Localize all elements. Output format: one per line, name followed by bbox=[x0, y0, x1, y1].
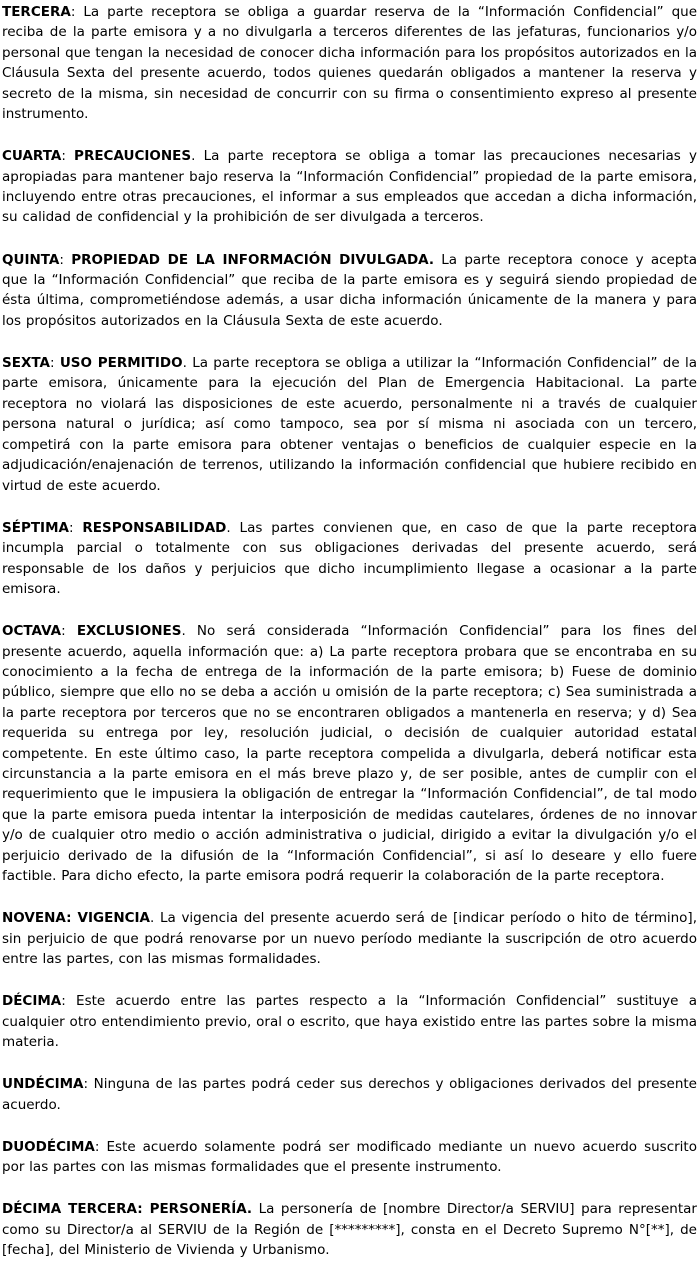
clause-text: : Este acuerdo entre las partes respecto a la “Información Confidencial” sustituye a cualquier otro entendimiento previo, oral o escrito, que haya existido entre las partes sobre la misma materia. bbox=[2, 993, 697, 1051]
clause-heading: NOVENA: VIGENCIA bbox=[2, 910, 151, 927]
clause-heading: TERCERA bbox=[2, 4, 71, 20]
clause-paragraph bbox=[2, 250, 697, 332]
clause-heading: SÉPTIMA bbox=[2, 519, 69, 536]
clause-heading: EXCLUSIONES bbox=[76, 623, 182, 640]
clause-text: : bbox=[59, 251, 72, 268]
clause-paragraph bbox=[2, 1137, 697, 1178]
clause-paragraph bbox=[2, 518, 697, 600]
clause-heading: UNDÉCIMA bbox=[2, 1076, 84, 1093]
clause-heading: PROPIEDAD DE LA INFORMACIÓN DIVULGADA. bbox=[71, 251, 434, 268]
clause-heading: CUARTA bbox=[2, 148, 62, 165]
clause-paragraph bbox=[2, 146, 697, 228]
clause-paragraph bbox=[2, 2, 697, 124]
document-body bbox=[2, 2, 697, 1261]
clause-heading: DÉCIMA TERCERA: PERSONERÍA. bbox=[2, 1201, 253, 1218]
clause-paragraph bbox=[2, 621, 697, 886]
clause-paragraph bbox=[2, 908, 697, 969]
clause-text: : Ninguna de las partes podrá ceder sus derechos y obligaciones derivados del presente acuerdo. bbox=[2, 1076, 697, 1113]
clause-paragraph bbox=[2, 991, 697, 1052]
clause-heading: RESPONSABILIDAD bbox=[82, 519, 227, 536]
clause-text: La parte receptora conoce y acepta que la “Información Confidencial” que reciba de la parte emisora es y seguirá siendo propiedad de ésta última, comprometiéndose además, a usar dicha información únicamente de la manera y para los propósitos autorizados en la Cláusula Sexta de este acuerdo. bbox=[2, 251, 697, 329]
clause-heading: PRECAUCIONES bbox=[74, 148, 192, 165]
clause-heading: USO PERMITIDO bbox=[59, 355, 183, 372]
clause-text: : bbox=[61, 623, 77, 640]
clause-text: . No será considerada “Información Confidencial” para los fines del presente acuerdo, aquella información que: a) La parte receptora probara que se encontraba en su conocimiento a la fecha de entrega de la información de la parte emisora; b) Fuese de dominio público, siempre que ello no se deba a acción u omisión de la parte receptora; c) Sea suministrada a la parte receptora por terceros que no se encontraren obligados a mantenerla en reserva; y d) Sea requerida su entrega por ley, resolución judicial, o decisión de cualquier autoridad estatal competente. En este último caso, la parte receptora compelida a divulgarla, deberá notificar esta circunstancia a la parte emisora en el más breve plazo y, de ser posible, antes de cumplir con el requerimiento que le impusiera la obligación de entregar la “Información Confidencial”, de tal modo que la parte emisora pueda intentar la interposición de medidas cautelares, órdenes de no innovar y/o de cualquier otro medio o acción administrativa o judicial, dirigido a evitar la divulgación y/o el perjuicio derivado de la difusión de la “Información Confidencial”, si así lo deseare y ello fuere factible. Para dicho efecto, la parte emisora podrá requerir la colaboración de la parte receptora. bbox=[2, 623, 697, 885]
clause-text: . La vigencia del presente acuerdo será de [indicar período o hito de término], sin perjuicio de que podrá renovarse por un nuevo período mediante la suscripción de otro acuerdo entre las partes, con las mismas formalidades. bbox=[2, 910, 697, 968]
clause-text: : bbox=[61, 148, 75, 165]
clause-heading: QUINTA bbox=[2, 251, 60, 268]
clause-paragraph bbox=[2, 1074, 697, 1115]
clause-text: . Las partes convienen que, en caso de que la parte receptora incumpla parcial o totalmente con sus obligaciones derivadas del presente acuerdo, será responsable de los daños y perjuicios que dicho incumplimiento llegase a ocasionar a la parte emisora. bbox=[2, 519, 697, 597]
clause-heading: SEXTA bbox=[2, 355, 50, 372]
clause-text: : La parte receptora se obliga a guardar reserva de la “Información Confidencial” que reciba de la parte emisora y a no divulgarla a terceros diferentes de las jefaturas, funcionarios y/o personal que tengan la necesidad de conocer dicha información para los propósitos autorizados en la Cláusula Sexta del presente acuerdo, todos quienes quedarán obligados a mantener la reserva y secreto de la misma, sin necesidad de concurrir con su firma o consentimiento expreso al presente instrumento. bbox=[2, 4, 697, 123]
clause-paragraph bbox=[2, 353, 697, 496]
clause-text: . La parte receptora se obliga a utilizar la “Información Confidencial” de la parte emisora, únicamente para la ejecución del Plan de Emergencia Habitacional. La parte receptora no violará las disposiciones de este acuerdo, personalmente ni a través de cualquier persona natural o jurídica; así como tampoco, sea por sí misma ni asociada con un tercero, competirá con la parte emisora para obtener ventajas o beneficios de cualquier especie en la adjudicación/enajenación de terrenos, utilizando la información confidencial que hubiere recibido en virtud de este acuerdo. bbox=[2, 355, 697, 494]
clause-text: : bbox=[49, 355, 60, 372]
clause-heading: OCTAVA bbox=[2, 623, 62, 640]
clause-paragraph bbox=[2, 1199, 697, 1260]
clause-text: . La parte receptora se obliga a tomar las precauciones necesarias y apropiadas para mantener bajo reserva la “Información Confidencial” propiedad de la parte emisora, incluyendo entre otras precauciones, el informar a sus empleados que accedan a dicha información, su calidad de confidencial y la prohibición de ser divulgada a terceros. bbox=[2, 148, 697, 226]
clause-text: : Este acuerdo solamente podrá ser modificado mediante un nuevo acuerdo suscrito por las partes con las mismas formalidades que el presente instrumento. bbox=[2, 1138, 697, 1176]
clause-text: : bbox=[68, 519, 83, 536]
clause-text: La personería de [nombre Director/a SERVIU] para representar como su Director/a al SERVIU de la Región de [*********], consta en el Decreto Supremo N°[**], de [fecha], del Ministerio de Vivienda y Urbanismo. bbox=[2, 1201, 697, 1259]
clause-heading: DÉCIMA bbox=[2, 993, 62, 1010]
clause-heading: DUODÉCIMA bbox=[2, 1138, 95, 1155]
